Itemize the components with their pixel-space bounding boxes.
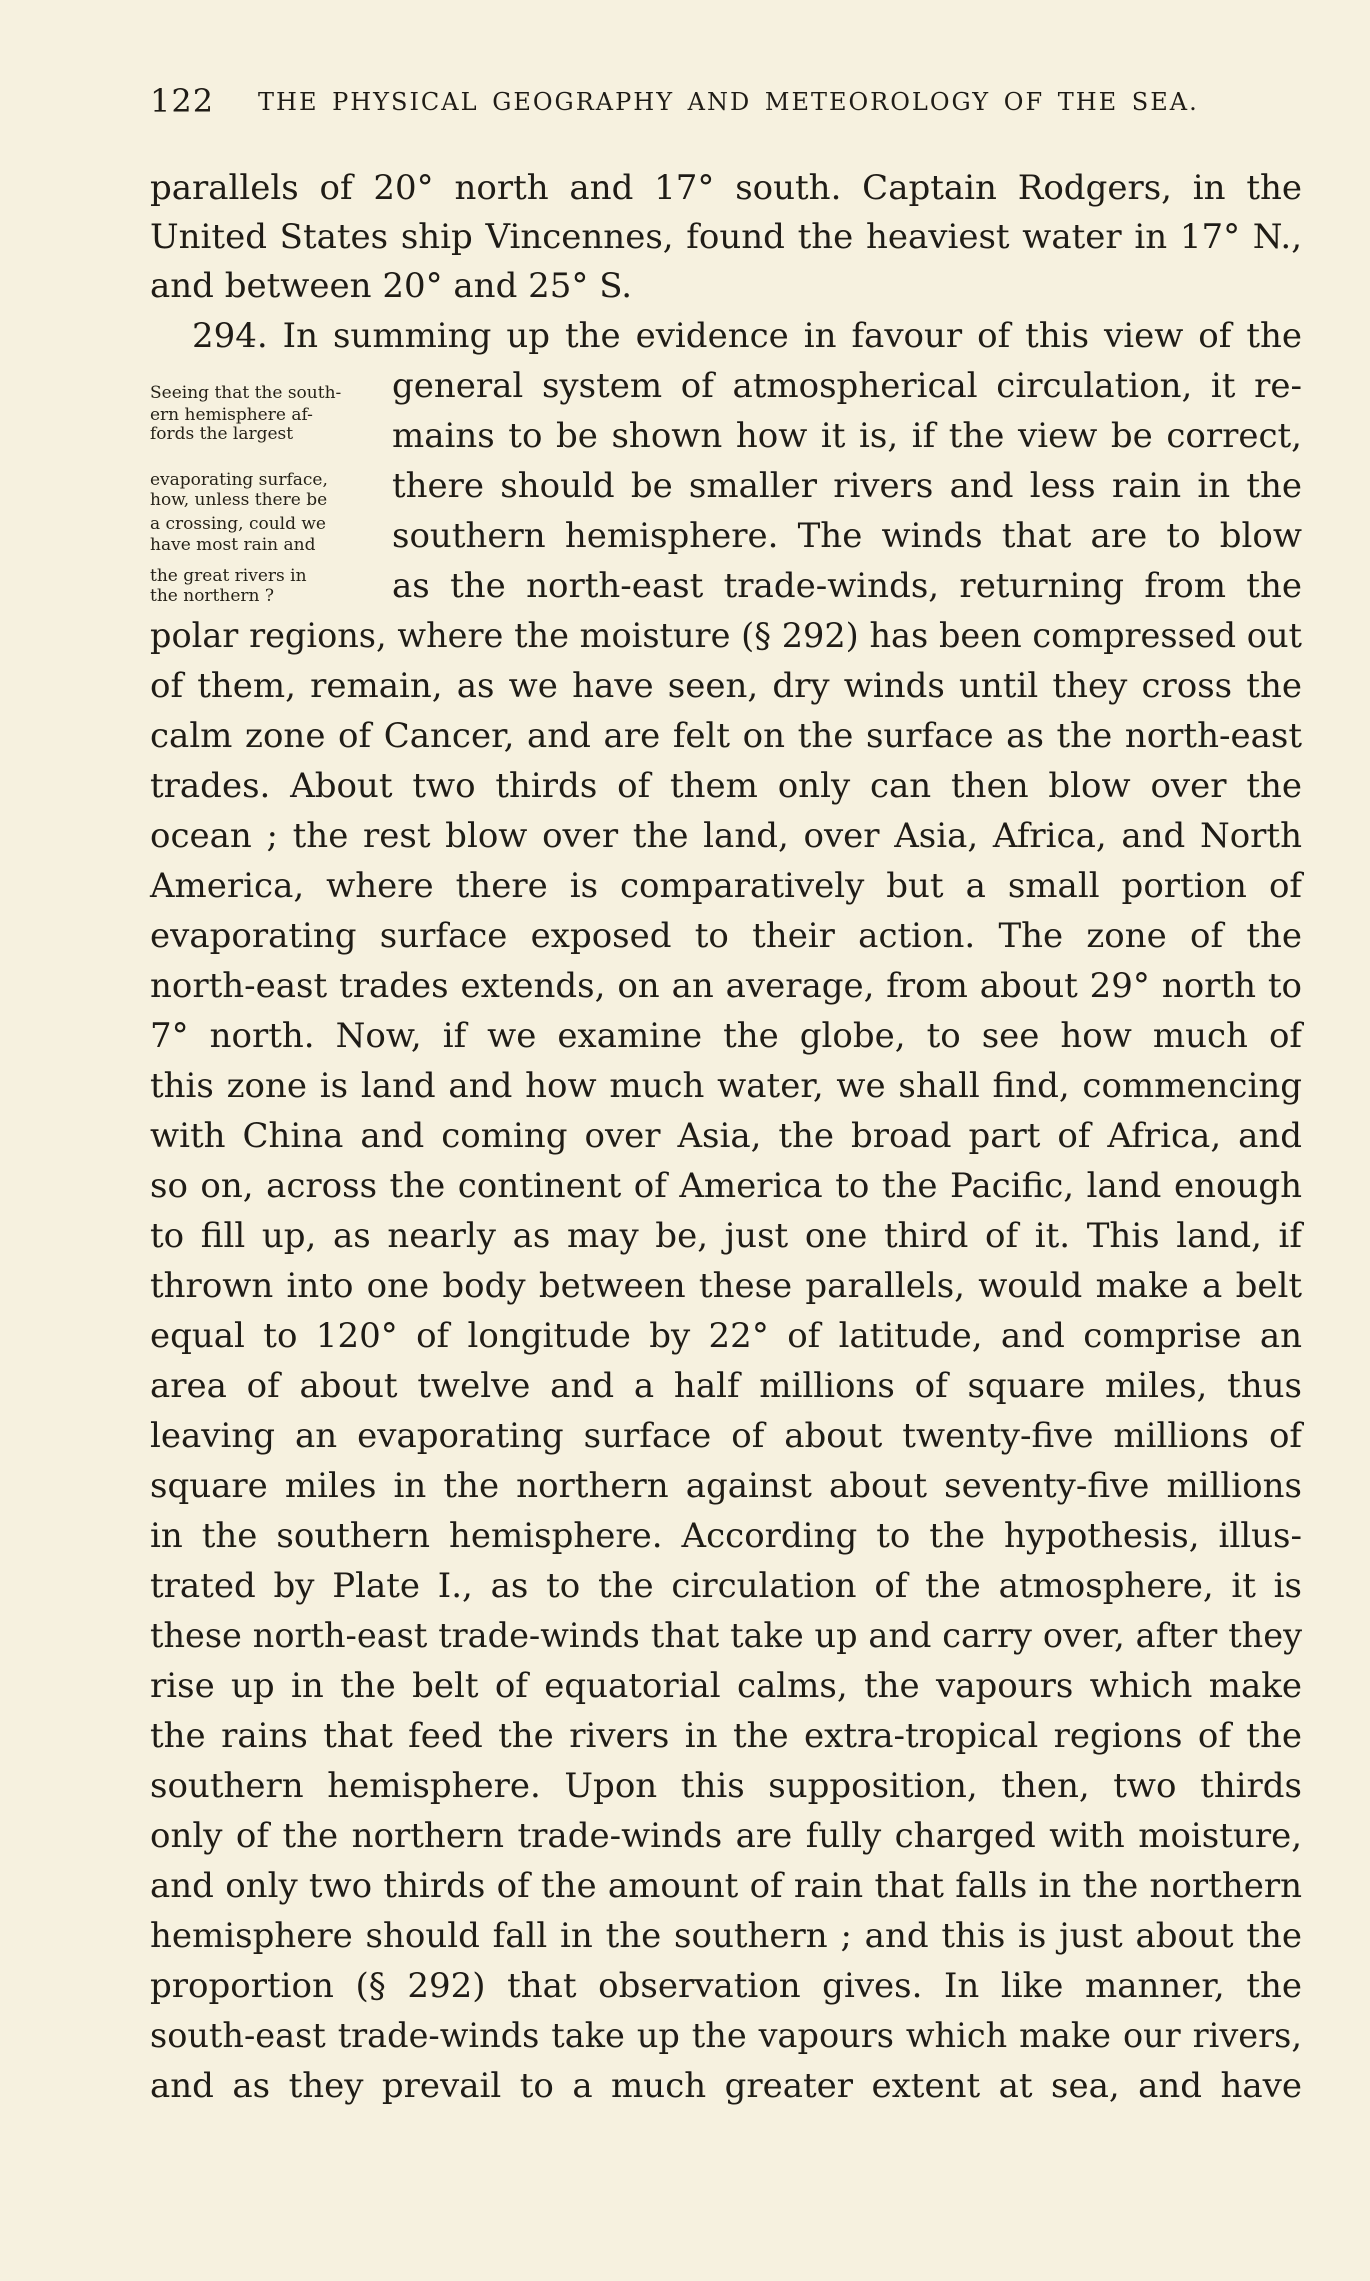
running-title: THE PHYSICAL GEOGRAPHY AND METEOROLOGY OF THE SEA. [258, 88, 1199, 116]
body-line: there should be smaller rivers and less rain in the [392, 466, 1302, 506]
body-line: southern hemisphere. Upon this supposition, then, two thirds [150, 1766, 1302, 1806]
body-line: north-east trades extends, on an average, from about 29° north to [150, 966, 1302, 1006]
body-line: trated by Plate I., as to the circulation of the atmosphere, it is [150, 1566, 1302, 1606]
body-line: and between 20° and 25° S. [150, 266, 633, 306]
body-line: parallels of 20° north and 17° south. Captain Rodgers, in the [150, 168, 1302, 208]
body-line: in the southern hemisphere. According to the hypothesis, illus- [150, 1516, 1302, 1556]
body-line: rise up in the belt of equatorial calms, the vapours which make [150, 1666, 1302, 1706]
body-line: equal to 120° of longitude by 22° of latitude, and comprise an [150, 1316, 1302, 1356]
body-line: general system of atmospherical circulation, it re- [392, 366, 1302, 406]
page-number: 122 [150, 82, 215, 120]
body-line: area of about twelve and a half millions of square miles, thus [150, 1366, 1302, 1406]
body-line: and as they prevail to a much greater extent at sea, and have [150, 2066, 1302, 2106]
paragraph-294-first-line: 294. In summing up the evidence in favour of this view of the [192, 316, 1302, 356]
body-line: United States ship Vincennes, found the heaviest water in 17° N., [150, 217, 1302, 257]
body-line: evaporating surface exposed to their action. The zone of the [150, 916, 1302, 956]
sidenote-line: Seeing that the south- [150, 383, 342, 403]
body-line: thrown into one body between these parallels, would make a belt [150, 1266, 1302, 1306]
body-line: southern hemisphere. The winds that are to blow [392, 516, 1302, 556]
body-line: 7° north. Now, if we examine the globe, to see how much of [150, 1016, 1302, 1056]
body-line: these north-east trade-winds that take up and carry over, after they [150, 1616, 1302, 1655]
body-line: only of the northern trade-winds are fully charged with moisture, [150, 1816, 1302, 1856]
body-line: trades. About two thirds of them only can then blow over the [150, 766, 1302, 806]
body-line: as the north-east trade-winds, returning from the [392, 566, 1302, 606]
body-line: so on, across the continent of America to the Pacific, land enough [150, 1166, 1302, 1206]
body-line: and only two thirds of the amount of rain that falls in the northern [150, 1866, 1302, 1906]
body-line: south-east trade-winds take up the vapours which make our rivers, [150, 2016, 1302, 2055]
body-line: hemisphere should fall in the southern ; and this is just about the [150, 1916, 1302, 1956]
body-line: ocean ; the rest blow over the land, over Asia, Africa, and North [150, 816, 1302, 856]
body-line: leaving an evaporating surface of about twenty-five millions of [150, 1416, 1302, 1456]
body-line: calm zone of Cancer, and are felt on the surface as the north-east [150, 716, 1302, 756]
body-line: this zone is land and how much water, we shall find, commencing [150, 1066, 1302, 1106]
body-line: proportion (§ 292) that observation gives. In like manner, the [150, 1966, 1302, 2006]
body-line: square miles in the northern against about seventy-five millions [150, 1466, 1302, 1506]
body-line: of them, remain, as we have seen, dry winds until they cross the [150, 666, 1302, 706]
sidenote-line: have most rain and [150, 535, 316, 555]
body-line: the rains that feed the rivers in the extra-tropical regions of the [150, 1716, 1302, 1756]
sidenote-line: fords the largest [150, 424, 294, 444]
body-line: to fill up, as nearly as may be, just one third of it. This land, if [150, 1216, 1302, 1256]
sidenote-line: the great rivers in [150, 566, 307, 586]
body-line: America, where there is comparatively but a small portion of [150, 866, 1302, 906]
body-line: mains to be shown how it is, if the view be correct, [392, 416, 1302, 456]
sidenote-line: the northern ? [150, 586, 274, 606]
sidenote-line: how, unless there be [150, 490, 328, 510]
sidenote-line: evaporating surface, [150, 470, 328, 490]
body-line: polar regions, where the moisture (§ 292) has been compressed out [150, 616, 1302, 655]
body-line: with China and coming over Asia, the broad part of Africa, and [150, 1116, 1302, 1156]
sidenote-line: a crossing, could we [150, 514, 326, 534]
sidenote-line: ern hemisphere af- [150, 405, 313, 425]
page-header [150, 82, 1240, 132]
